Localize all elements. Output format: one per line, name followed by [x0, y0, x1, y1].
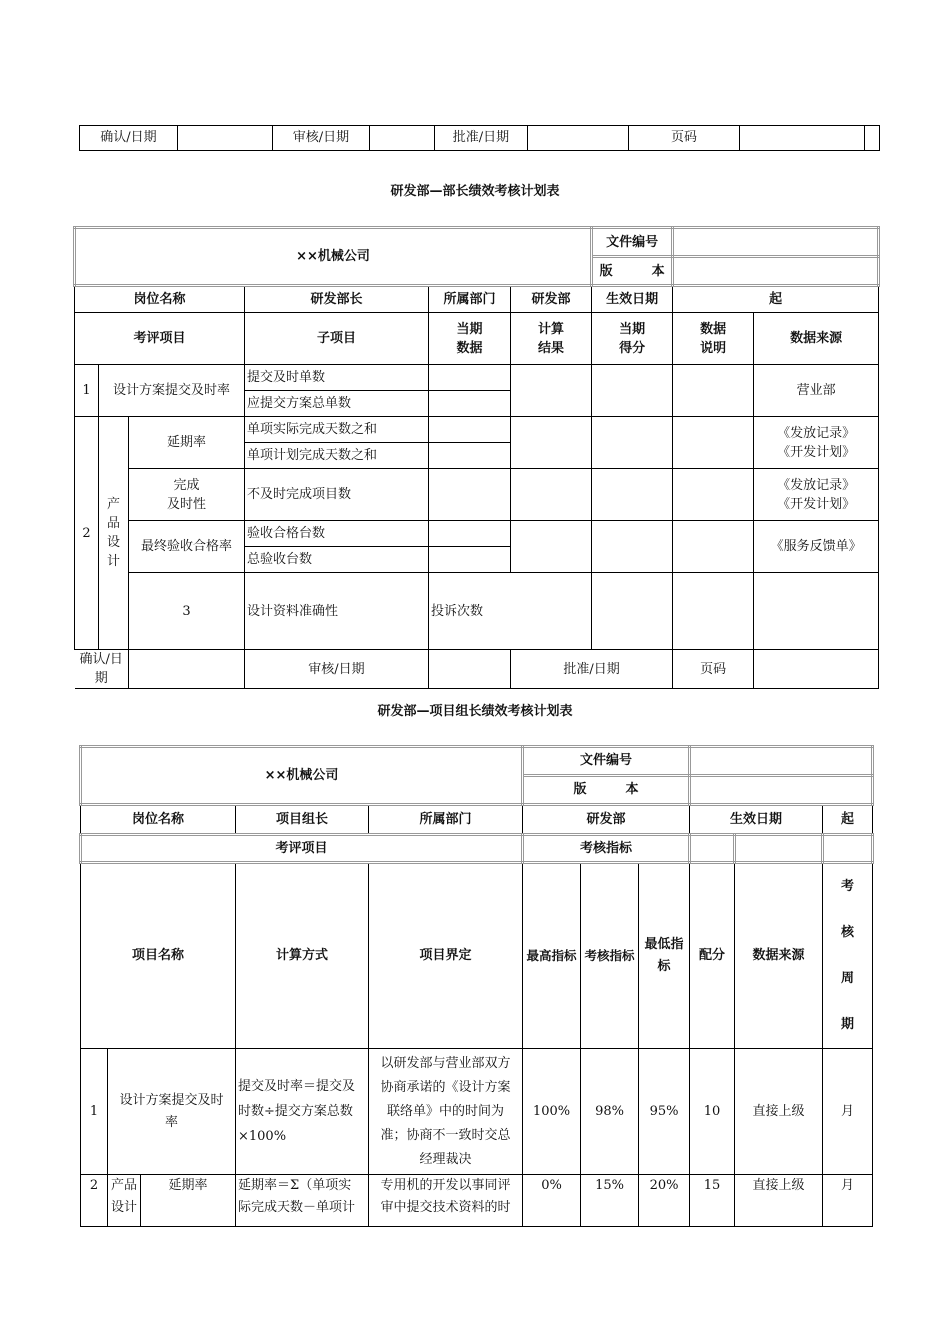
t1-confirm-label: 确认/日期 — [75, 650, 129, 689]
t2-row1-name-2: 率 — [164, 1114, 178, 1130]
row2b-name — [129, 469, 245, 521]
header-calc — [511, 313, 592, 365]
dept-value: 研发部 — [511, 286, 592, 313]
header-calc-1: 计算 — [538, 321, 565, 337]
row3-no: 3 — [129, 573, 245, 650]
t2-row2-name: 延期率 — [141, 1175, 236, 1227]
t2-row2-source: 直接上级 — [735, 1175, 823, 1227]
row2a-cur1 — [429, 417, 511, 443]
t2-effective-value: 起 — [823, 805, 873, 835]
t2-header-blank3 — [823, 835, 873, 863]
t2-row1-name-1: 设计方案提交及时 — [119, 1092, 224, 1108]
row1-score — [592, 365, 673, 417]
t1-confirm-value — [129, 650, 245, 689]
row2-category — [99, 417, 129, 650]
t2-row1-def-1: 以研发部与营业部双方 — [380, 1055, 511, 1071]
director-kpi-table — [73, 226, 879, 689]
t2-row2-def-2: 审中提交技术资料的时 — [380, 1200, 511, 1215]
t2-version-label: 版 本 — [523, 776, 690, 805]
t2-row1-cycle: 月 — [823, 1049, 873, 1175]
t2-doc-no-value — [690, 747, 873, 776]
row2c-score — [592, 521, 673, 573]
row1-no: 1 — [75, 365, 99, 417]
row2a-calc — [511, 417, 592, 469]
row2a-sub2: 单项计划完成天数之和 — [245, 443, 429, 469]
t2-header-target: 考核指标 — [581, 863, 639, 1049]
t2-row2-category-1: 产品 — [110, 1178, 137, 1193]
t2-row2-max: 0% — [523, 1175, 581, 1227]
approve-label: 批准/日期 — [435, 126, 528, 151]
t2-row1-method — [236, 1049, 369, 1175]
t2-header-name: 项目名称 — [81, 863, 236, 1049]
t2-header-cycle-2: 核 — [841, 925, 855, 940]
review-label: 审核/日期 — [273, 126, 370, 151]
row2a-name: 延期率 — [129, 417, 245, 469]
t2-row2-weight: 15 — [690, 1175, 735, 1227]
row2a-cur2 — [429, 443, 511, 469]
t2-position-value: 项目组长 — [236, 805, 369, 835]
t2-row2-min: 20% — [639, 1175, 690, 1227]
t2-row2-category-2: 设计 — [110, 1200, 137, 1215]
t2-row1-no: 1 — [81, 1049, 108, 1175]
approve-value — [528, 126, 629, 151]
row1-cur2 — [429, 391, 511, 417]
t1-review-value — [429, 650, 511, 689]
page-label: 页码 — [629, 126, 740, 151]
row2b-calc — [511, 469, 592, 521]
t2-row2-category — [108, 1175, 141, 1227]
header-current — [429, 313, 511, 365]
t2-header-cycle-1: 考 — [841, 879, 855, 894]
row2b-source — [754, 469, 879, 521]
row2a-sub1: 单项实际完成天数之和 — [245, 417, 429, 443]
row1-sub2: 应提交方案总单数 — [245, 391, 429, 417]
t2-header-min — [639, 863, 690, 1049]
row1-name: 设计方案提交及时率 — [99, 365, 245, 417]
t2-header-blank1 — [690, 835, 735, 863]
row3-name: 设计资料准确性 — [245, 573, 429, 650]
row2b-name-2: 及时性 — [166, 496, 206, 512]
dept-label: 所属部门 — [429, 286, 511, 313]
t2-header-eval: 考评项目 — [81, 835, 523, 863]
t2-header-min-1: 最低指 — [644, 937, 684, 952]
t2-header-cycle — [823, 863, 873, 1049]
t1-approve-label: 批准/日期 — [511, 650, 673, 689]
header-current-1: 当期 — [456, 321, 483, 337]
row2-no: 2 — [75, 417, 99, 650]
header-item: 考评项目 — [75, 313, 245, 365]
page-extra — [865, 126, 880, 151]
effective-value: 起 — [673, 286, 879, 313]
t2-row2-method — [236, 1175, 369, 1227]
t2-header-source: 数据来源 — [735, 863, 823, 1049]
t2-row1-def — [369, 1049, 523, 1175]
header-source: 数据来源 — [754, 313, 879, 365]
t1-page-label: 页码 — [673, 650, 754, 689]
t2-row1-method-1: 提交及时率＝提交及 — [238, 1079, 356, 1094]
doc-no-value — [673, 228, 879, 257]
t2-row1-name — [108, 1049, 236, 1175]
t2-row1-def-3: 联络单》中的时间为 — [387, 1103, 505, 1119]
t2-header-kpi: 考核指标 — [523, 835, 690, 863]
t2-row1-target: 98% — [581, 1049, 639, 1175]
t2-row1-weight: 10 — [690, 1049, 735, 1175]
row3-cur — [592, 573, 673, 650]
t2-row1-def-5: 经理裁决 — [419, 1151, 472, 1167]
review-value — [370, 126, 435, 151]
row2c-source: 《服务反馈单》 — [754, 521, 879, 573]
company-name: ××机械公司 — [75, 228, 592, 286]
row2c-cur2 — [429, 547, 511, 573]
confirm-value — [178, 126, 273, 151]
header-score-2: 得分 — [619, 340, 646, 356]
doc-no-label: 文件编号 — [592, 228, 673, 257]
position-label: 岗位名称 — [75, 286, 245, 313]
t2-row2-def — [369, 1175, 523, 1227]
row1-cur1 — [429, 365, 511, 391]
table1-title: 研发部—部长绩效考核计划表 — [390, 184, 560, 199]
t2-header-min-2: 标 — [657, 959, 671, 974]
row2-category-1: 产品 — [106, 497, 120, 531]
t2-row2-method-2: 际完成天数－单项计 — [238, 1200, 356, 1215]
t2-row2-target: 15% — [581, 1175, 639, 1227]
header-current-2: 数据 — [456, 340, 483, 356]
row2a-source — [754, 417, 879, 469]
row2-category-2: 设计 — [106, 535, 120, 569]
t2-row2-no: 2 — [81, 1175, 108, 1227]
row1-source: 营业部 — [754, 365, 879, 417]
row2c-sub2: 总验收台数 — [245, 547, 429, 573]
row2c-note — [673, 521, 754, 573]
row2b-sub: 不及时完成项目数 — [245, 469, 429, 521]
t2-effective-label: 生效日期 — [690, 805, 823, 835]
row3-calc — [673, 573, 754, 650]
t2-row1-method-2: 时数÷提交方案总数 — [238, 1104, 353, 1119]
t2-row1-max: 100% — [523, 1049, 581, 1175]
t2-row1-source: 直接上级 — [735, 1049, 823, 1175]
t2-position-label: 岗位名称 — [81, 805, 236, 835]
t2-header-weight: 配分 — [690, 863, 735, 1049]
row2a-source-1: 《发放记录》 — [777, 425, 856, 441]
t2-header-cycle-3: 周 — [841, 971, 855, 986]
t2-header-def: 项目界定 — [369, 863, 523, 1049]
row2c-cur1 — [429, 521, 511, 547]
t2-header-cycle-4: 期 — [841, 1017, 855, 1032]
leader-kpi-table — [79, 745, 874, 1227]
position-value: 研发部长 — [245, 286, 429, 313]
t2-doc-no-label: 文件编号 — [523, 747, 690, 776]
row1-note — [673, 365, 754, 417]
row3-score — [754, 573, 879, 650]
row2c-calc — [511, 521, 592, 573]
t2-header-blank2 — [735, 835, 823, 863]
t2-row2-cycle: 月 — [823, 1175, 873, 1227]
t2-row1-def-2: 协商承诺的《设计方案 — [380, 1079, 511, 1095]
top-footer-table — [79, 125, 880, 151]
effective-label: 生效日期 — [592, 286, 673, 313]
t2-header-max: 最高指标 — [523, 863, 581, 1049]
version-value — [673, 257, 879, 286]
t2-header-method: 计算方式 — [236, 863, 369, 1049]
t1-page-value — [754, 650, 879, 689]
row2b-name-1: 完成 — [173, 477, 200, 493]
header-note — [673, 313, 754, 365]
row2b-source-2: 《开发计划》 — [777, 496, 856, 512]
header-score-1: 当期 — [619, 321, 646, 337]
t2-row1-def-4: 准；协商不一致时交总 — [380, 1127, 511, 1143]
row2a-source-2: 《开发计划》 — [777, 444, 856, 460]
t2-version-value — [690, 776, 873, 805]
t1-review-label: 审核/日期 — [245, 650, 429, 689]
row2b-cur — [429, 469, 511, 521]
row2c-sub1: 验收合格台数 — [245, 521, 429, 547]
row2a-note — [673, 417, 754, 469]
row2c-name: 最终验收合格率 — [129, 521, 245, 573]
header-sub: 子项目 — [245, 313, 429, 365]
t2-dept-value: 研发部 — [523, 805, 690, 835]
t2-row2-def-1: 专用机的开发以事同评 — [380, 1178, 511, 1193]
t2-row1-method-3: ×100% — [238, 1129, 287, 1144]
row1-calc — [511, 365, 592, 417]
version-label: 版 本 — [592, 257, 673, 286]
header-note-2: 说明 — [700, 340, 727, 356]
row2b-score — [592, 469, 673, 521]
row3-sub: 投诉次数 — [429, 573, 592, 650]
row2b-source-1: 《发放记录》 — [777, 477, 856, 493]
row1-sub1: 提交及时单数 — [245, 365, 429, 391]
t2-dept-label: 所属部门 — [369, 805, 523, 835]
row2a-score — [592, 417, 673, 469]
header-score — [592, 313, 673, 365]
header-note-1: 数据 — [700, 321, 727, 337]
confirm-label: 确认/日期 — [80, 126, 178, 151]
page-value — [740, 126, 865, 151]
row2b-note — [673, 469, 754, 521]
t2-row1-min: 95% — [639, 1049, 690, 1175]
t2-row2-method-1: 延期率＝Σ（单项实 — [238, 1178, 352, 1193]
table2-title: 研发部—项目组长绩效考核计划表 — [377, 704, 573, 719]
header-calc-2: 结果 — [538, 340, 565, 356]
t2-company-name: ××机械公司 — [81, 747, 523, 805]
